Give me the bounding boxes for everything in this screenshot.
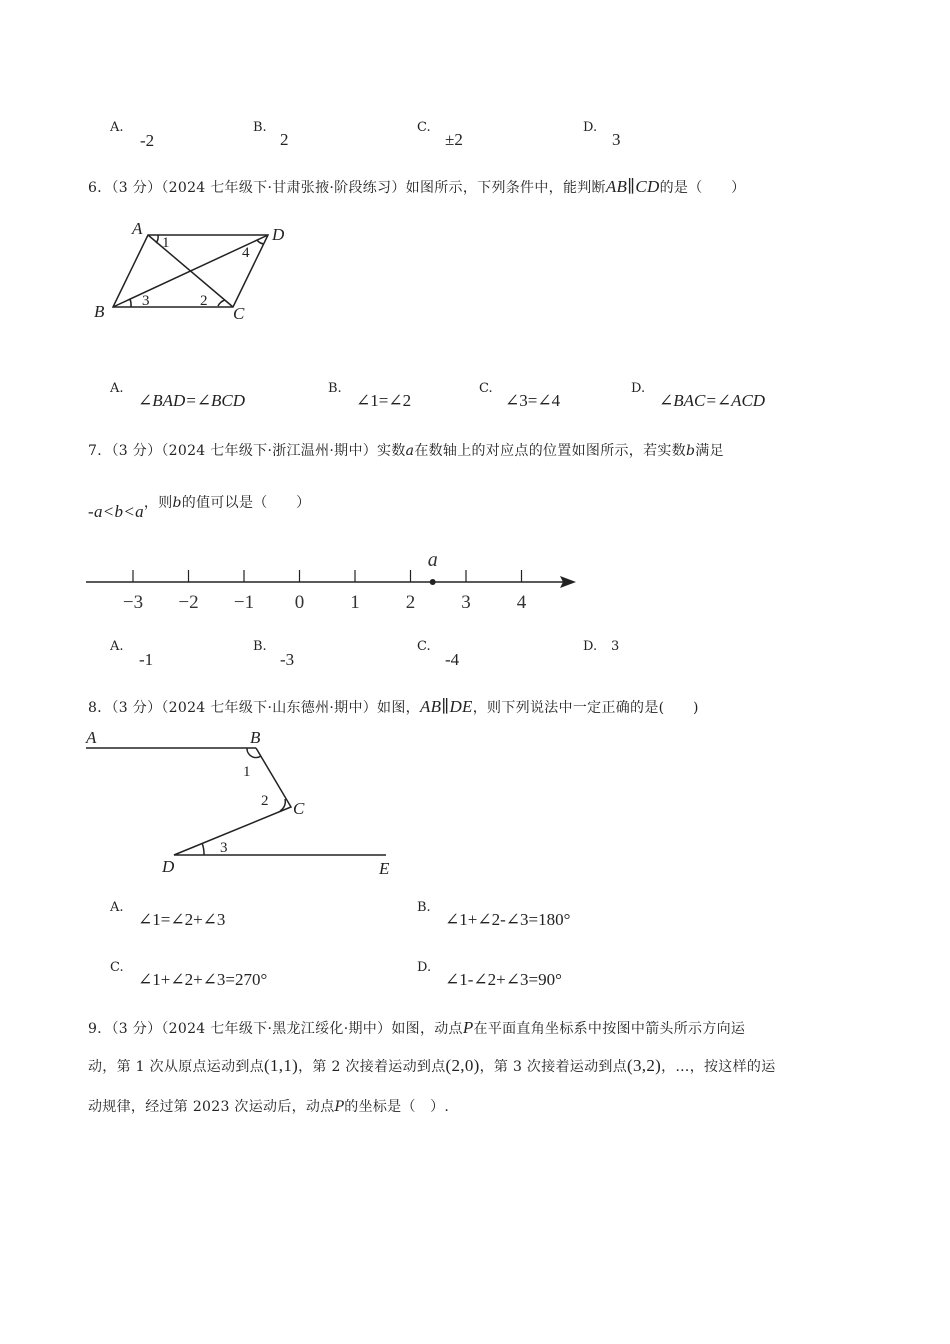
q6-angle-3: 3	[142, 293, 150, 309]
q6-stem-math: AB∥CD	[605, 177, 660, 196]
q7-tick-label: −2	[178, 592, 199, 613]
q8-option-b-label: B.	[417, 900, 431, 915]
q8-arc-3	[202, 843, 204, 855]
q9-line2-a: 动，第 1 次从原点运动到点	[88, 1059, 265, 1075]
q7-stem-mid: 在数轴上的对应点的位置如图所示，若实数	[414, 443, 687, 459]
q5-option-b-value: 2	[280, 130, 289, 149]
q9-line2-c: ，第 3 次接着运动到点	[479, 1059, 628, 1075]
q6-option-b-label: B.	[328, 381, 342, 396]
q7-tick-label: 1	[350, 592, 360, 613]
q6-angle-2: 2	[200, 293, 208, 309]
q7-var-b-2: b	[172, 495, 182, 511]
q8-option-c-value: ∠1+∠2+∠3=270°	[138, 970, 268, 989]
q7-tick-label: 2	[405, 592, 416, 613]
q6-arc-2	[218, 300, 225, 306]
q7-var-b: b	[686, 443, 696, 459]
q8-label-b: B	[250, 728, 261, 747]
q8-option-a-value: ∠1=∠2+∠3	[138, 910, 226, 929]
q6-label-a: A	[132, 219, 143, 238]
q7-point-label: a	[427, 549, 438, 571]
q6-stem	[88, 177, 745, 197]
q9-line3	[88, 1096, 449, 1116]
q5-option-a-value: -2	[140, 131, 155, 150]
q7-tick-label: 0	[294, 592, 305, 613]
q7-stem-prefix: 7．（3 分）（2024 七年级下·浙江温州·期中）实数	[88, 443, 406, 459]
q9-line1	[88, 1018, 745, 1038]
q9-point-3: (3,2)	[627, 1056, 662, 1075]
q7-stem-line2-suffix: 的值可以是（ ）	[181, 495, 311, 511]
q6-label-d: D	[272, 225, 285, 244]
q6-option-d-label: D.	[631, 381, 646, 396]
q7-stem-line2-prefix: ，则	[143, 495, 173, 511]
q9-line2-b: ，第 2 次接着运动到点	[298, 1059, 446, 1075]
q9-var-p: P	[462, 1018, 474, 1037]
q7-option-a-value: -1	[139, 650, 154, 669]
q8-stem	[88, 697, 699, 717]
q7-tick-label: −3	[122, 592, 144, 613]
q9-line1-suffix: 在平面直角坐标系中按图中箭头所示方向运	[473, 1021, 746, 1037]
q6-stem-prefix: 6．（3 分）（2024 七年级下·甘肃张掖·阶段练习）如图所示，下列条件中，能判断	[88, 180, 606, 196]
q6-option-d-value: ∠BAC=∠ACD	[659, 391, 766, 410]
q8-stem-math: AB∥DE	[419, 697, 473, 716]
q8-angle-1: 1	[243, 764, 251, 780]
q7-stem-line1	[88, 440, 724, 460]
q8-label-e: E	[379, 859, 390, 878]
q7-option-c-label: C.	[417, 639, 431, 654]
q5-option-a-label: A.	[110, 120, 124, 135]
q8-option-b-value: ∠1+∠2-∠3=180°	[445, 910, 571, 929]
q7-var-a: a	[405, 443, 415, 459]
q8-stem-prefix: 8．（3 分）（2024 七年级下·山东德州·期中）如图，	[88, 700, 420, 716]
q8-option-d-label: D.	[417, 960, 432, 975]
q8-figure	[86, 728, 416, 878]
q9-var-p-2: P	[334, 1099, 345, 1115]
q6-figure	[90, 215, 290, 325]
q7-tick-label: 4	[516, 592, 527, 613]
q6-label-b: B	[94, 302, 105, 321]
q9-point-1: (1,1)	[264, 1056, 299, 1075]
q6-option-a-value: ∠BAD=∠BCD	[138, 391, 246, 410]
q8-option-a-label: A.	[110, 900, 124, 915]
q8-label-c: C	[293, 799, 305, 818]
q8-option-c-label: C.	[110, 960, 124, 975]
q9-line1-prefix: 9．（3 分）（2024 七年级下·黑龙江绥化·期中）如图，动点	[88, 1021, 463, 1037]
q5-option-b-label: B.	[253, 120, 267, 135]
q7-stem-line2	[88, 492, 311, 521]
q7-option-a-label: A.	[110, 639, 124, 654]
q7-option-b-value: -3	[280, 650, 295, 669]
q5-option-d-value: 3	[612, 130, 621, 149]
q6-angle-4: 4	[242, 245, 250, 261]
q7-tick-group	[123, 570, 527, 613]
q6-option-c-value: ∠3=∠4	[505, 391, 561, 410]
q6-arc-4	[257, 240, 264, 244]
q7-number-line	[86, 548, 586, 618]
q7-tick-label: −1	[233, 592, 255, 613]
q7-option-b-label: B.	[253, 639, 267, 654]
q7-point-a	[430, 579, 436, 585]
q7-tick-label: 3	[461, 592, 471, 613]
q7-option-c-value: -4	[445, 650, 460, 669]
q8-angle-3: 3	[220, 840, 228, 856]
q6-angle-1: 1	[162, 235, 170, 251]
q8-label-a: A	[86, 728, 97, 747]
q6-stem-suffix: 的是（ ）	[659, 180, 746, 196]
q9-point-2: (2,0)	[445, 1056, 480, 1075]
q6-arc-3	[130, 299, 131, 307]
q5-option-d-label: D.	[583, 120, 598, 135]
q8-option-d-value: ∠1-∠2+∠3=90°	[445, 970, 562, 989]
q9-line2	[88, 1056, 776, 1076]
q8-label-d: D	[162, 857, 175, 876]
q7-option-d-value: 3	[611, 639, 620, 654]
q9-line3-suffix: 的坐标是（ ）.	[344, 1099, 450, 1115]
q7-option-d-label: D.	[583, 639, 598, 654]
q7-stem-suffix: 满足	[695, 443, 724, 459]
q8-stem-suffix: ，则下列说法中一定正确的是( )	[472, 700, 699, 716]
q5-option-c-value: ±2	[445, 130, 463, 149]
q6-label-c: C	[233, 304, 245, 323]
q8-line-bcde	[174, 748, 386, 855]
q8-angle-2: 2	[261, 793, 269, 809]
q6-option-c-label: C.	[479, 381, 493, 396]
q9-line2-d: ，…，按这样的运	[661, 1059, 776, 1075]
q6-option-a-label: A.	[110, 381, 124, 396]
q6-arc-1	[156, 235, 158, 243]
q5-option-c-label: C.	[417, 120, 431, 135]
q7-condition: -a<b<a	[88, 502, 144, 521]
q9-line3-prefix: 动规律，经过第 2023 次运动后，动点	[88, 1099, 335, 1115]
q6-option-b-value: ∠1=∠2	[356, 391, 412, 410]
